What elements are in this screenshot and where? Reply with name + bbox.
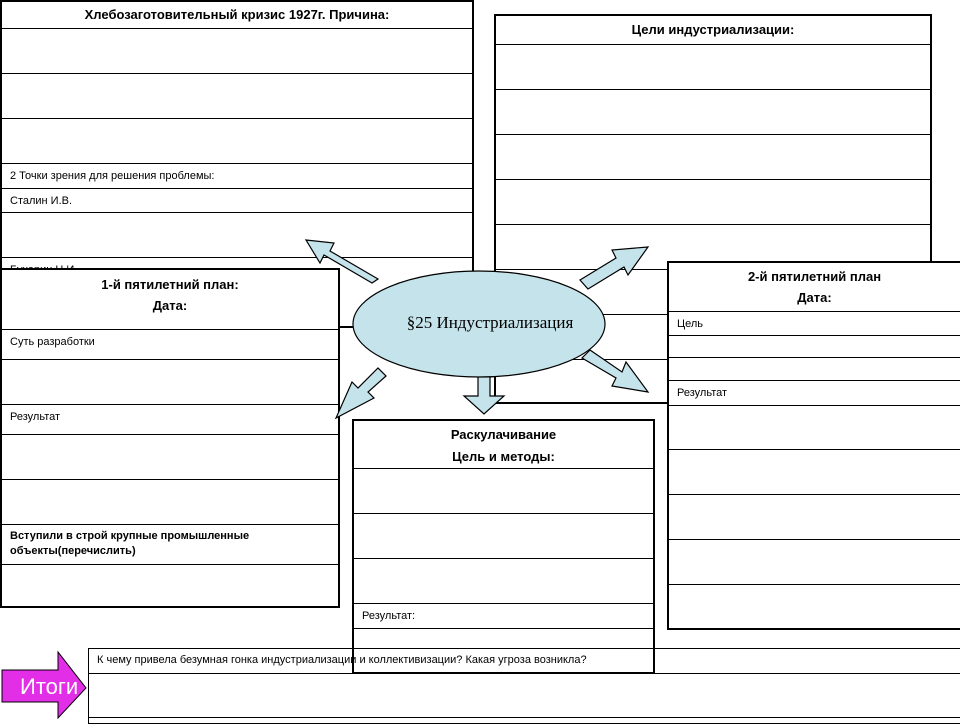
plan1-objects-label: Вступили в строй крупные промышленные объекты(перечислить) — [10, 530, 250, 557]
dekulak-result-label: Результат: — [362, 610, 416, 622]
plan2-title: 2-й пятилетний план — [747, 269, 882, 284]
goals-title: Цели индустриализации: — [631, 22, 795, 37]
center-label: §25 Индустриализация — [406, 313, 574, 332]
arrow-to-plan2 — [582, 350, 648, 392]
plan2-result-label: Результат — [677, 387, 728, 399]
plan1-title: 1-й пятилетний план: — [101, 277, 239, 292]
arrow-to-goals — [580, 247, 648, 289]
plan1-result-label: Результат — [10, 411, 61, 423]
crisis-title: Хлебозаготовительный кризис 1927г. Причина: — [84, 7, 390, 22]
plan2-goal-label: Цель — [677, 318, 704, 330]
plan2-date: Дата: — [797, 290, 832, 305]
summary-question: К чему привела безумная гонка индустриализации и коллективизации? Какая угроза возникла? — [97, 654, 587, 666]
views-label: 2 Точки зрения для решения проблемы: — [10, 170, 215, 182]
dekulak-title: Раскулачивание — [450, 427, 557, 442]
itogi-button[interactable]: Итоги — [20, 674, 79, 699]
plan1-essence-label: Суть разработки — [10, 336, 95, 348]
arrow-to-dekulak — [464, 374, 504, 414]
dekulak-subtitle: Цель и методы: — [452, 449, 555, 464]
arrow-to-plan1 — [336, 368, 386, 418]
arrow-to-crisis — [306, 240, 378, 283]
plan1-date: Дата: — [152, 298, 188, 313]
stalin-label: Сталин И.В. — [10, 195, 73, 207]
